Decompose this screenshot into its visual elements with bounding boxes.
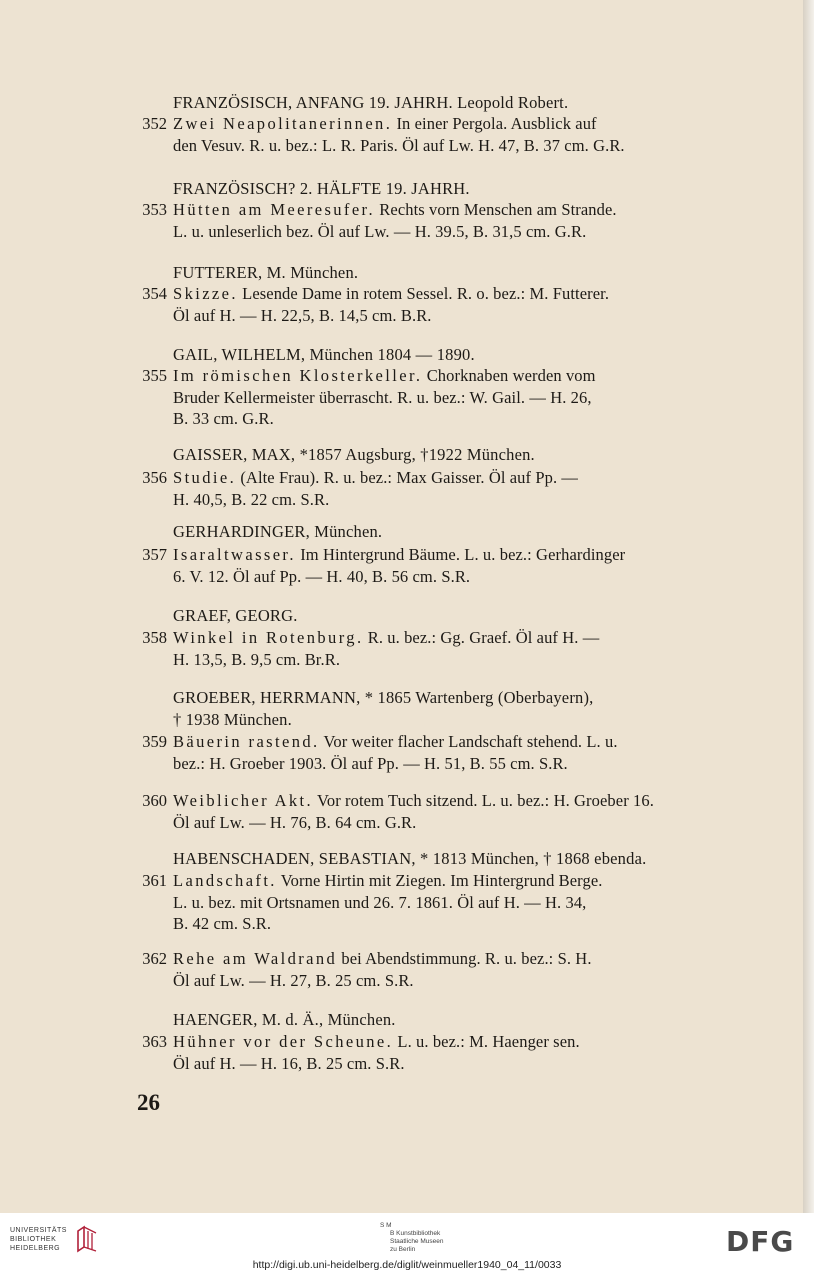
lot-number: 354 [142, 284, 167, 303]
university-line: HEIDELBERG [10, 1245, 61, 1252]
lot-line-2: L. u. bez. mit Ortsnamen und 26. 7. 1861. Öl auf H. — H. 34, [173, 892, 587, 912]
lot-number: 361 [142, 871, 167, 890]
artist-heading: HAENGER, M. d. Ä., München. [173, 1010, 396, 1029]
artwork-title: Isaraltwasser. [173, 545, 296, 564]
lot-line-1 [173, 365, 739, 387]
lot-number: 353 [142, 200, 167, 219]
lot-line-2: Öl auf H. — H. 16, B. 25 cm. S.R. [173, 1053, 405, 1073]
permalink-url[interactable]: http://digi.ub.uni-heidelberg.de/diglit/weinmueller1940_04_11/0033 [252, 1259, 562, 1271]
lot-line-1 [173, 199, 739, 221]
lot-text: bei Abendstimmung. R. u. bez.: S. H. [341, 949, 592, 968]
university-line: UNIVERSITÄTS [10, 1227, 67, 1234]
lot-line-3: B. 33 cm. G.R. [173, 409, 274, 428]
artwork-title: Rehe am Waldrand [173, 949, 338, 968]
artwork-title: Hütten am Meeresufer. [173, 200, 376, 219]
lot-text: Im Hintergrund Bäume. L. u. bez.: Gerhardinger [300, 545, 626, 564]
museum-line: B Kunstbibliothek [390, 1230, 441, 1237]
artwork-title: Landschaft. [173, 871, 277, 890]
lot-line-1 [173, 467, 739, 489]
lot-number: 360 [142, 791, 167, 810]
artist-heading: GRAEF, GEORG. [173, 606, 298, 625]
artwork-title: Winkel in Rotenburg. [173, 628, 364, 647]
lot-text: Vor rotem Tuch sitzend. L. u. bez.: H. Groeber 16. [317, 791, 654, 810]
artist-heading: HABENSCHADEN, SEBASTIAN, * 1813 München, † 1868 ebenda. [173, 849, 647, 868]
lot-number: 352 [142, 114, 167, 133]
museum-line: Staatliche Museen [390, 1238, 444, 1245]
lot-line-2: H. 40,5, B. 22 cm. S.R. [173, 489, 330, 509]
artist-heading-continued: † 1938 München. [173, 710, 292, 729]
lot-line-2: Bruder Kellermeister überrascht. R. u. bez.: W. Gail. — H. 26, [173, 387, 592, 407]
lot-line-2: H. 13,5, B. 9,5 cm. Br.R. [173, 649, 341, 669]
lot-line-1 [173, 627, 739, 649]
museum-line: zu Berlin [390, 1246, 416, 1253]
page-edge-shadow [803, 0, 814, 1213]
lot-line-2: 6. V. 12. Öl auf Pp. — H. 40, B. 56 cm. S.R. [173, 566, 471, 586]
artist-heading: GAISSER, MAX, *1857 Augsburg, †1922 München. [173, 445, 535, 464]
smb-mark: S M [380, 1222, 392, 1229]
artwork-title: Im römischen Klosterkeller. [173, 366, 423, 385]
lot-text: Lesende Dame in rotem Sessel. R. o. bez.: M. Futterer. [242, 284, 610, 303]
artwork-title: Studie. [173, 468, 237, 487]
lot-line-1 [173, 283, 739, 305]
university-line: BIBLIOTHEK [10, 1236, 57, 1243]
lot-text: (Alte Frau). R. u. bez.: Max Gaisser. Öl auf Pp. — [240, 468, 579, 487]
lot-line-3: B. 42 cm. S.R. [173, 914, 272, 933]
lot-line-1 [173, 870, 739, 892]
lot-line-2: Öl auf H. — H. 22,5, B. 14,5 cm. B.R. [173, 305, 432, 325]
lot-line-2: L. u. unleserlich bez. Öl auf Lw. — H. 39.5, B. 31,5 cm. G.R. [173, 221, 587, 241]
artwork-title: Zwei Neapolitanerinnen. [173, 114, 393, 133]
lot-number: 357 [142, 545, 167, 564]
lot-text: Vorne Hirtin mit Ziegen. Im Hintergrund Berge. [280, 871, 603, 890]
lot-line-1 [173, 544, 739, 566]
artist-heading: FRANZÖSISCH? 2. HÄLFTE 19. JAHRH. [173, 179, 470, 198]
lot-line-1 [173, 948, 739, 970]
artist-heading: GERHARDINGER, München. [173, 522, 383, 541]
lot-text: Vor weiter flacher Landschaft stehend. L. u. [323, 732, 618, 751]
artist-heading: FRANZÖSISCH, ANFANG 19. JAHRH. Leopold Robert. [173, 93, 569, 112]
lot-number: 362 [142, 949, 167, 968]
artist-heading: GROEBER, HERRMANN, * 1865 Wartenberg (Oberbayern), [173, 688, 594, 707]
page-number: 26 [137, 1090, 160, 1115]
lot-number: 355 [142, 366, 167, 385]
lot-text: L. u. bez.: M. Haenger sen. [397, 1032, 580, 1051]
artwork-title: Skizze. [173, 284, 238, 303]
university-seal-icon [74, 1223, 100, 1255]
lot-line-2: Öl auf Lw. — H. 76, B. 64 cm. G.R. [173, 812, 417, 832]
lot-line-1 [173, 731, 739, 753]
lot-line-1 [173, 1031, 739, 1053]
lot-number: 358 [142, 628, 167, 647]
lot-number: 356 [142, 468, 167, 487]
lot-line-2: bez.: H. Groeber 1903. Öl auf Pp. — H. 51, B. 55 cm. S.R. [173, 753, 568, 773]
artist-heading: GAIL, WILHELM, München 1804 — 1890. [173, 345, 475, 364]
digitization-footer [0, 1213, 814, 1273]
lot-text: Rechts vorn Menschen am Strande. [379, 200, 617, 219]
lot-line-2: den Vesuv. R. u. bez.: L. R. Paris. Öl auf Lw. H. 47, B. 37 cm. G.R. [173, 135, 625, 155]
lot-line-2: Öl auf Lw. — H. 27, B. 25 cm. S.R. [173, 970, 414, 990]
artwork-title: Weiblicher Akt. [173, 791, 314, 810]
artwork-title: Bäuerin rastend. [173, 732, 320, 751]
lot-text: Chorknaben werden vom [426, 366, 596, 385]
dfg-logo[interactable]: DFG [726, 1225, 795, 1258]
artwork-title: Hühner vor der Scheune. [173, 1032, 394, 1051]
university-library-logo[interactable] [10, 1226, 67, 1253]
lot-text: In einer Pergola. Ausblick auf [396, 114, 597, 133]
artist-heading: FUTTERER, M. München. [173, 263, 359, 282]
lot-text: R. u. bez.: Gg. Graef. Öl auf H. — [367, 628, 600, 647]
lot-number: 359 [142, 732, 167, 751]
lot-line-1 [173, 790, 739, 812]
lot-number: 363 [142, 1032, 167, 1051]
lot-line-1 [173, 113, 739, 135]
